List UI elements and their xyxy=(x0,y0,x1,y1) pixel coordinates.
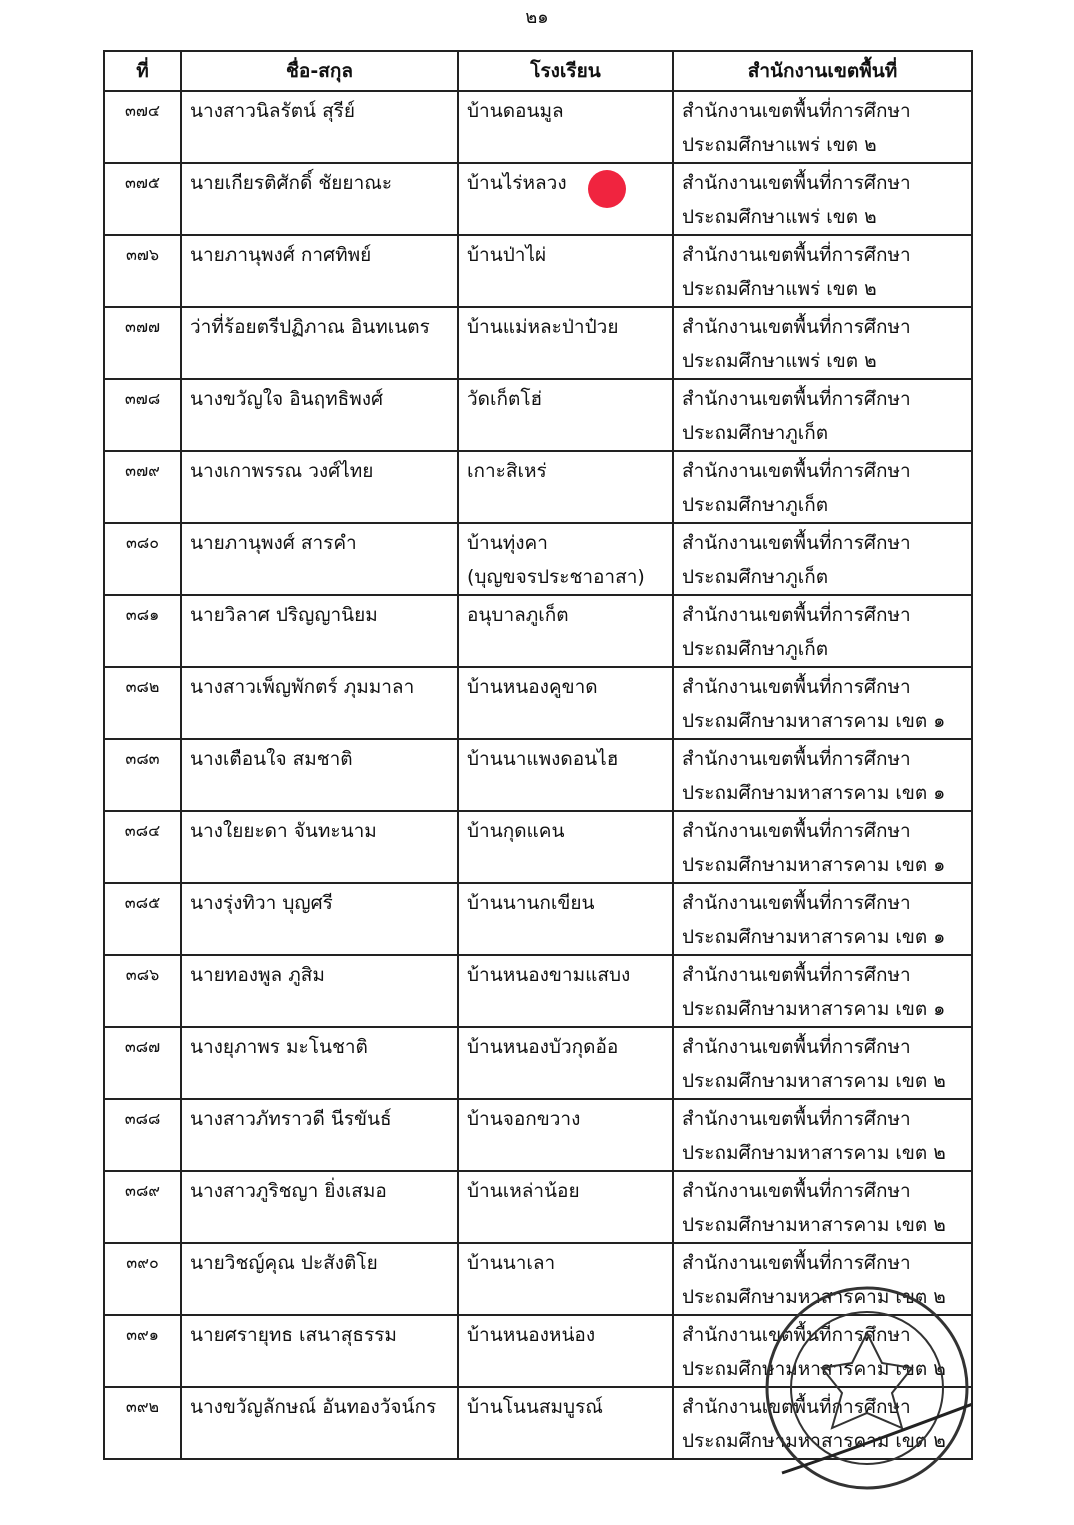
cell-school xyxy=(458,91,673,163)
row-number: ๓๗๗ xyxy=(125,317,160,336)
row-number: ๓๘๗ xyxy=(124,1037,161,1056)
table-row xyxy=(104,595,972,667)
cell-no xyxy=(104,595,181,667)
cell-name xyxy=(181,523,458,595)
table-row xyxy=(104,307,972,379)
cell-name xyxy=(181,1171,458,1243)
cell-name xyxy=(181,1315,458,1387)
office-name-line: ประถมศึกษาภูเก็ต xyxy=(682,494,829,516)
school-name-line: บ้านนานกเขียน xyxy=(467,892,595,914)
office-name-line: สำนักงานเขตพื้นที่การศึกษา xyxy=(682,964,911,986)
office-name-line: สำนักงานเขตพื้นที่การศึกษา xyxy=(682,460,911,482)
person-name: นางยุภาพร มะโนชาติ xyxy=(190,1036,368,1058)
cell-name xyxy=(181,307,458,379)
office-name-line: ประถมศึกษามหาสารคาม เขต ๑ xyxy=(682,926,946,948)
office-name-line: ประถมศึกษามหาสารคาม เขต ๒ xyxy=(682,1070,946,1092)
person-name: ว่าที่ร้อยตรีปฏิภาณ อินทเนตร xyxy=(190,316,430,338)
cell-school xyxy=(458,235,673,307)
person-name: นางสาวเพ็ญพักตร์ ภุมมาลา xyxy=(190,676,415,698)
table-header-row xyxy=(104,51,972,91)
cell-name xyxy=(181,667,458,739)
row-number: ๓๘๘ xyxy=(124,1109,161,1128)
office-name-line: สำนักงานเขตพื้นที่การศึกษา xyxy=(682,1180,911,1202)
cell-school xyxy=(458,1027,673,1099)
cell-office xyxy=(673,1171,972,1243)
school-name-line: บ้านหนองบัวกุดอ้อ xyxy=(467,1036,619,1058)
table-row xyxy=(104,667,972,739)
cell-office xyxy=(673,595,972,667)
cell-no xyxy=(104,163,181,235)
row-number: ๓๘๓ xyxy=(125,749,160,768)
office-name-line: สำนักงานเขตพื้นที่การศึกษา xyxy=(682,100,911,122)
cell-no xyxy=(104,91,181,163)
table-row xyxy=(104,811,972,883)
office-name-line: ประถมศึกษามหาสารคาม เขต ๒ xyxy=(682,1358,946,1380)
cell-office xyxy=(673,163,972,235)
office-name-line: ประถมศึกษามหาสารคาม เขต ๒ xyxy=(682,1430,946,1452)
row-number: ๓๘๕ xyxy=(124,893,161,912)
cell-name xyxy=(181,1243,458,1315)
office-name-line: สำนักงานเขตพื้นที่การศึกษา xyxy=(682,1324,911,1346)
row-number: ๓๘๐ xyxy=(125,533,160,552)
cell-name xyxy=(181,379,458,451)
school-name-line: บ้านกุดแคน xyxy=(467,820,565,842)
school-name-line: บ้านหนองหน่อง xyxy=(467,1324,596,1346)
school-name-line: บ้านไร่หลวง xyxy=(467,172,567,194)
cell-no xyxy=(104,1171,181,1243)
cell-school xyxy=(458,955,673,1027)
cell-school xyxy=(458,1315,673,1387)
school-name-line: อนุบาลภูเก็ต xyxy=(467,604,569,626)
row-number: ๓๗๕ xyxy=(124,173,161,192)
person-name: นางเตือนใจ สมชาติ xyxy=(190,748,353,770)
school-name-line: บ้านจอกขวาง xyxy=(467,1108,581,1130)
person-name: นายภานุพงศ์ สารคำ xyxy=(190,532,357,554)
cell-office xyxy=(673,883,972,955)
person-name: นางสาวภัทราวดี นีรขันธ์ xyxy=(190,1108,392,1130)
cell-name xyxy=(181,595,458,667)
person-name: นางสาวนิลรัตน์ สุรีย์ xyxy=(190,100,356,122)
office-name-line: ประถมศึกษามหาสารคาม เขต ๒ xyxy=(682,1286,946,1308)
cell-no xyxy=(104,379,181,451)
row-number: ๓๘๒ xyxy=(125,677,160,696)
school-name-line: บ้านเหล่าน้อย xyxy=(467,1180,580,1202)
table-row xyxy=(104,883,972,955)
cell-school xyxy=(458,667,673,739)
cell-school xyxy=(458,739,673,811)
row-number: ๓๘๑ xyxy=(125,605,160,624)
office-name-line: ประถมศึกษาแพร่ เขต ๒ xyxy=(682,350,877,372)
cell-name xyxy=(181,955,458,1027)
row-number: ๓๙๑ xyxy=(126,1325,159,1344)
cell-name xyxy=(181,235,458,307)
office-name-line: ประถมศึกษาภูเก็ต xyxy=(682,566,829,588)
school-name-line: บ้านหนองขามแสบง xyxy=(467,964,631,986)
row-number: ๓๘๙ xyxy=(125,1181,160,1200)
office-name-line: สำนักงานเขตพื้นที่การศึกษา xyxy=(682,676,911,698)
table-row xyxy=(104,1027,972,1099)
cell-office xyxy=(673,955,972,1027)
office-name-line: ประถมศึกษามหาสารคาม เขต ๑ xyxy=(682,782,946,804)
person-name: นางรุ่งทิวา บุญศรี xyxy=(190,892,333,914)
office-name-line: สำนักงานเขตพื้นที่การศึกษา xyxy=(682,1108,911,1130)
school-name-line: เกาะสิเหร่ xyxy=(467,460,547,482)
row-number: ๓๗๔ xyxy=(124,101,161,120)
cell-no xyxy=(104,1243,181,1315)
appointment-table xyxy=(103,50,973,1460)
cell-school xyxy=(458,451,673,523)
row-number: ๓๗๘ xyxy=(124,389,161,408)
cell-school xyxy=(458,1099,673,1171)
header-school: โรงเรียน xyxy=(458,51,673,91)
cell-no xyxy=(104,883,181,955)
person-name: นางขวัญใจ อินฤทธิพงศ์ xyxy=(190,388,384,410)
office-name-line: สำนักงานเขตพื้นที่การศึกษา xyxy=(682,1252,911,1274)
page-number: ๒๑ xyxy=(525,7,549,28)
cell-school xyxy=(458,1243,673,1315)
table-row xyxy=(104,451,972,523)
row-number: ๓๘๖ xyxy=(125,965,160,984)
cell-no xyxy=(104,235,181,307)
table-row xyxy=(104,235,972,307)
cell-no xyxy=(104,1099,181,1171)
office-name-line: สำนักงานเขตพื้นที่การศึกษา xyxy=(682,532,911,554)
office-name-line: สำนักงานเขตพื้นที่การศึกษา xyxy=(682,388,911,410)
office-name-line: ประถมศึกษามหาสารคาม เขต ๒ xyxy=(682,1142,946,1164)
red-marker-dot xyxy=(588,170,626,208)
cell-name xyxy=(181,451,458,523)
table-row xyxy=(104,379,972,451)
cell-name xyxy=(181,163,458,235)
person-name: นายวิลาศ ปริญญานิยม xyxy=(190,604,378,626)
office-name-line: สำนักงานเขตพื้นที่การศึกษา xyxy=(682,892,911,914)
person-name: นายวิชญ์คุณ ปะสังติโย xyxy=(190,1252,378,1274)
cell-school xyxy=(458,1171,673,1243)
cell-school xyxy=(458,883,673,955)
cell-office xyxy=(673,91,972,163)
school-name-line: วัดเก็ตโฮ่ xyxy=(467,388,543,410)
office-name-line: ประถมศึกษาแพร่ เขต ๒ xyxy=(682,278,877,300)
cell-name xyxy=(181,91,458,163)
cell-office xyxy=(673,1099,972,1171)
cell-school xyxy=(458,307,673,379)
person-name: นายศรายุทธ เสนาสุธรรม xyxy=(190,1324,397,1346)
cell-no xyxy=(104,739,181,811)
person-name: นางขวัญลักษณ์ อันทองวัจน์กร xyxy=(190,1396,437,1418)
office-name-line: ประถมศึกษามหาสารคาม เขต ๑ xyxy=(682,854,946,876)
office-name-line: ประถมศึกษาภูเก็ต xyxy=(682,638,829,660)
cell-office xyxy=(673,523,972,595)
cell-name xyxy=(181,811,458,883)
cell-school xyxy=(458,595,673,667)
cell-no xyxy=(104,307,181,379)
table-row xyxy=(104,1099,972,1171)
school-name-line: บ้านป่าไผ่ xyxy=(467,244,547,266)
school-name-line: บ้านแม่หละป่าป๋วย xyxy=(467,316,619,338)
school-name-line: บ้านนาแพงดอนไฮ xyxy=(467,748,619,770)
cell-school xyxy=(458,523,673,595)
cell-office xyxy=(673,307,972,379)
official-seal-stamp xyxy=(762,1283,972,1493)
school-name-line: บ้านดอนมูล xyxy=(467,100,564,122)
office-name-line: สำนักงานเขตพื้นที่การศึกษา xyxy=(682,604,911,626)
office-name-line: ประถมศึกษามหาสารคาม เขต ๑ xyxy=(682,998,946,1020)
cell-school xyxy=(458,1387,673,1459)
office-name-line: สำนักงานเขตพื้นที่การศึกษา xyxy=(682,316,911,338)
school-name-line: บ้านนาเลา xyxy=(467,1252,556,1274)
cell-no xyxy=(104,811,181,883)
person-name: นายภานุพงศ์ กาศทิพย์ xyxy=(190,244,372,266)
table-row xyxy=(104,1171,972,1243)
person-name: นางเกาพรรณ วงศ์ไทย xyxy=(190,460,374,482)
cell-no xyxy=(104,1387,181,1459)
header-no: ที่ xyxy=(104,51,181,91)
row-number: ๓๘๔ xyxy=(124,821,161,840)
cell-office xyxy=(673,811,972,883)
row-number: ๓๙๒ xyxy=(125,1397,160,1416)
cell-name xyxy=(181,1387,458,1459)
cell-school xyxy=(458,811,673,883)
table-row xyxy=(104,739,972,811)
cell-office xyxy=(673,451,972,523)
office-name-line: ประถมศึกษาภูเก็ต xyxy=(682,422,829,444)
office-name-line: สำนักงานเขตพื้นที่การศึกษา xyxy=(682,172,911,194)
cell-office xyxy=(673,739,972,811)
person-name: นายทองพูล ภูสิม xyxy=(190,964,325,986)
cell-name xyxy=(181,1027,458,1099)
cell-no xyxy=(104,451,181,523)
cell-no xyxy=(104,1027,181,1099)
header-office: สำนักงานเขตพื้นที่ xyxy=(673,51,972,91)
office-name-line: สำนักงานเขตพื้นที่การศึกษา xyxy=(682,748,911,770)
cell-office xyxy=(673,379,972,451)
office-name-line: สำนักงานเขตพื้นที่การศึกษา xyxy=(682,820,911,842)
cell-office xyxy=(673,1027,972,1099)
cell-no xyxy=(104,955,181,1027)
cell-no xyxy=(104,667,181,739)
cell-office xyxy=(673,235,972,307)
office-name-line: ประถมศึกษามหาสารคาม เขต ๑ xyxy=(682,710,946,732)
school-name-line: บ้านทุ่งคา xyxy=(467,532,548,554)
table-row xyxy=(104,523,972,595)
cell-name xyxy=(181,883,458,955)
office-name-line: สำนักงานเขตพื้นที่การศึกษา xyxy=(682,244,911,266)
row-number: ๓๙๐ xyxy=(126,1253,159,1272)
header-name: ชื่อ-สกุล xyxy=(181,51,458,91)
person-name: นายเกียรติศักดิ์ ชัยยาณะ xyxy=(190,172,393,194)
cell-office xyxy=(673,667,972,739)
office-name-line: ประถมศึกษามหาสารคาม เขต ๒ xyxy=(682,1214,946,1236)
cell-name xyxy=(181,1099,458,1171)
office-name-line: สำนักงานเขตพื้นที่การศึกษา xyxy=(682,1036,911,1058)
cell-no xyxy=(104,1315,181,1387)
office-name-line: ประถมศึกษาแพร่ เขต ๒ xyxy=(682,134,877,156)
office-name-line: ประถมศึกษาแพร่ เขต ๒ xyxy=(682,206,877,228)
office-name-line: สำนักงานเขตพื้นที่การศึกษา xyxy=(682,1396,911,1418)
table-row xyxy=(104,163,972,235)
row-number: ๓๗๙ xyxy=(125,461,160,480)
person-name: นางใยยะดา จันทะนาม xyxy=(190,820,377,842)
cell-school xyxy=(458,379,673,451)
person-name: นางสาวภูริชญา ยิ่งเสมอ xyxy=(190,1180,387,1202)
row-number: ๓๗๖ xyxy=(125,245,160,264)
school-name-line: (บุญขจรประชาอาสา) xyxy=(467,566,645,588)
cell-name xyxy=(181,739,458,811)
table-row xyxy=(104,955,972,1027)
table-row xyxy=(104,91,972,163)
cell-school xyxy=(458,163,673,235)
school-name-line: บ้านโนนสมบูรณ์ xyxy=(467,1396,603,1418)
school-name-line: บ้านหนองคูขาด xyxy=(467,676,598,698)
cell-no xyxy=(104,523,181,595)
